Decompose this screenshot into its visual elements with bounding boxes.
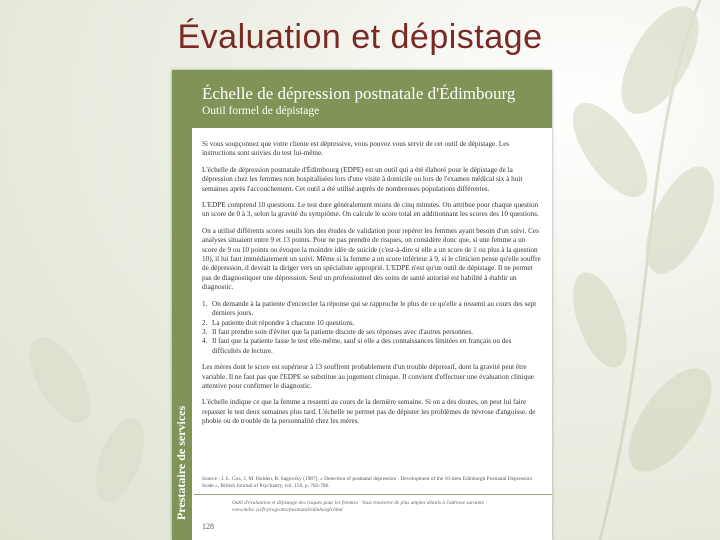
footer-note: Outil d'évaluation et dépistage des risques pour les femmes · Vous trouverez de plus amples détails à l'adresse suivante : www.mdsc.ca/fr/programs/postnatal/edinburgh.html <box>232 500 488 513</box>
list-item-text: On demande à la patiente d'encercler la réponse qui se rapproche le plus de ce qu'elle a ressenti au cours des sept derniers jours. <box>212 299 537 318</box>
followup-paragraph: L'échelle indique ce que la femme a ressenti au cours de la dernière semaine. Si on a des doutes, on peut lui faire repasser le test deux semaines plus tard. L'échelle ne permet pas de dépister les problèmes de névrose d'angoisse, de phobie ou de trouble de la personnalité chez les mères. <box>202 398 536 426</box>
list-item <box>202 328 542 337</box>
list-item-number: 2. <box>202 318 208 327</box>
list-item <box>202 337 542 356</box>
list-item <box>202 300 542 319</box>
list-item-text: La patiente doit répondre à chacune 10 questions. <box>212 318 355 327</box>
slide-title: Évaluation et dépistage <box>177 18 543 56</box>
document-subtitle: Outil formel de dépistage <box>202 105 320 117</box>
side-banner-label: Prestataire de services <box>174 405 188 520</box>
intro-paragraph: Si vous soupçonnez que votre cliente est dépressive, vous pouvez vous servir de cet outil de dépistage. Les instructions sont suivies du test lui-même. <box>202 140 510 158</box>
list-item-number: 1. <box>202 299 208 308</box>
footer-divider <box>194 494 552 495</box>
description-paragraph: L'échelle de dépression postnatale d'Édimbourg (EDPE) est un outil qui a été élaboré pour le dépistage de la dépression chez les femmes non hospitalisées lors d'une visite à domicile ou lors de l'examen médical six à huit semaines après l'accouchement. Cet outil a été utilisé auprès de nombreuses populations différentes. <box>202 165 523 193</box>
leaf-decoration-right <box>540 0 720 540</box>
page-number: 128 <box>202 522 214 531</box>
list-item-text: Il faut prendre soin d'éviter que la patiente discute de ses réponses avec d'autres personnes. <box>212 327 474 336</box>
scoring-paragraph: L'EDPE comprend 10 questions. Le test dure généralement moins de cinq minutes. On attribue pour chaque question un score de 0 à 3, selon la gravité du symptôme. On calcule le score total en additionnant les scores des 10 questions. <box>202 201 539 219</box>
instructions-list <box>202 300 542 356</box>
list-item-number: 4. <box>202 337 208 346</box>
source-citation: Source : J. L. Cox, J. M. Holden, R. Sagovsky (1987), « Detection of postnatal depression : Development of the 10-item Edinburgh Postnatal Depression Scale », British Journal of Psychiatry, vol. 150, p. 782-786. <box>202 476 533 489</box>
side-banner <box>172 128 192 540</box>
leaf-decoration-left <box>0 300 170 540</box>
list-item <box>202 319 542 328</box>
document-body <box>202 140 542 434</box>
list-item-number: 3. <box>202 327 208 336</box>
list-item-text: Il faut que la patiente fasse le test elle-même, sauf si elle a des connaissances limitées en français ou des difficultés de lecture. <box>212 337 512 355</box>
document-header <box>172 70 552 128</box>
document-page <box>172 70 552 540</box>
document-title: Échelle de dépression postnatale d'Édimbourg <box>202 84 516 103</box>
threshold-paragraph: On a utilisé différents scores seuils lors des études de validation pour repérer les femmes ayant besoin d'un suivi. Ces analyses situaient entre 9 et 13 points. Pour ne pas prendre de risques, on considère donc que, si une femme a un score de 9 ou 10 points ou évoque la moindre idée de suicide (c'est-à-dire si elle a un score de 1 ou plus à la question 10), il lui faut immédiatement un suivi. Même si la femme a un score inférieur à 9, si le clinicien pense qu'elle souffre de dépression, il devrait la diriger vers un spécialiste approprié. L'EDPE n'est qu'un outil de dépistage. Il ne permet pas de diagnostiquer une dépression. Seul un professionnel des soins de santé autorisé est habilité à établir un diagnostic. <box>202 226 541 292</box>
severity-paragraph: Les mères dont le score est supérieur à 13 souffrent probablement d'un trouble dépressif, dont la gravité peut être variable. Il ne faut pas que l'EDPE se substitue au jugement clinique. Il convient d'effectuer une évaluation clinique attentive pour confirmer le diagnostic. <box>202 363 534 390</box>
